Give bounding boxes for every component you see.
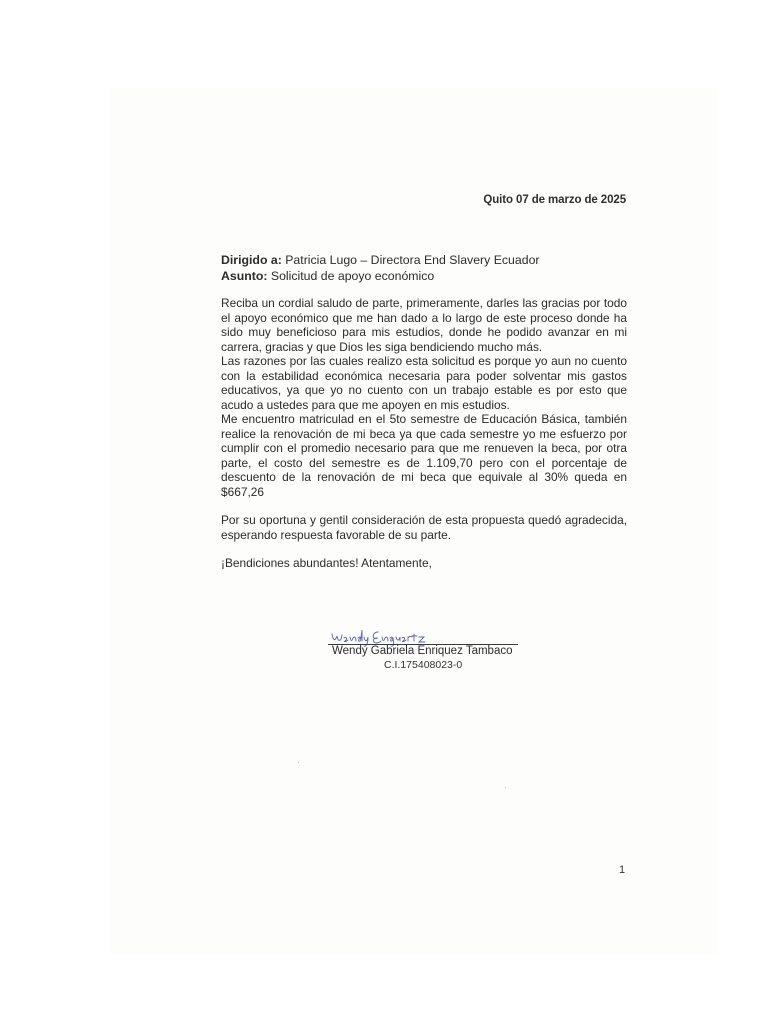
paragraph-thanks: Por su oportuna y gentil consideración de esta propuesta quedó agradecida, esperando respuesta favorable de su parte. (221, 513, 627, 542)
paragraph-greeting: Reciba un cordial saludo de parte, primeramente, darles las gracias por todo el apoyo económico que me han dado a lo largo de este proceso donde ha sido muy beneficioso para mis estudios, donde he podido avanzar en mi carrera, gracias y que Dios les siga bendiciendo mucho más. (221, 296, 627, 354)
subject-label: Asunto: (221, 268, 268, 283)
letter-body (221, 296, 627, 571)
paragraph-enrollment: Me encuentro matriculad en el 5to semestre de Educación Básica, también realice la renovación de mi beca ya que cada semestre yo me esfuerzo por cumplir con el promedio necesario para que me renueven la beca, por otra parte, el costo del semestre es de 1.109,70 pero con el porcentaje de descuento de la renovación de mi beca que equivale al 30% queda en $667,26 (221, 412, 627, 499)
page-number: 1 (619, 864, 626, 876)
subject-text: Solicitud de apoyo económico (270, 268, 435, 283)
paragraph-closing: ¡Bendiciones abundantes! Atentamente, (221, 556, 432, 570)
letter-date: Quito 07 de marzo de 2025 (483, 194, 626, 206)
scan-speck (505, 787, 506, 788)
signer-id: C.I.175408023-0 (384, 659, 463, 671)
recipient-line (221, 253, 540, 269)
signer-name: Wendy Gabriela Enriquez Tambaco (332, 645, 513, 657)
scan-speck (298, 762, 299, 763)
recipient-text: Patricia Lugo – Directora End Slavery Ecuador (285, 253, 540, 267)
recipient-label: Dirigido a: (221, 253, 282, 267)
letter-header (221, 253, 540, 284)
subject-line (221, 269, 540, 285)
paragraph-reasons: Las razones por las cuales realizo esta solicitud es porque yo aun no cuento con la estabilidad económica necesaria para poder solventar mis gastos educativos, ya que yo no cuento con un trabajo estable es por esto que acudo a ustedes para que me apoyen en mis estudios. (221, 354, 627, 412)
